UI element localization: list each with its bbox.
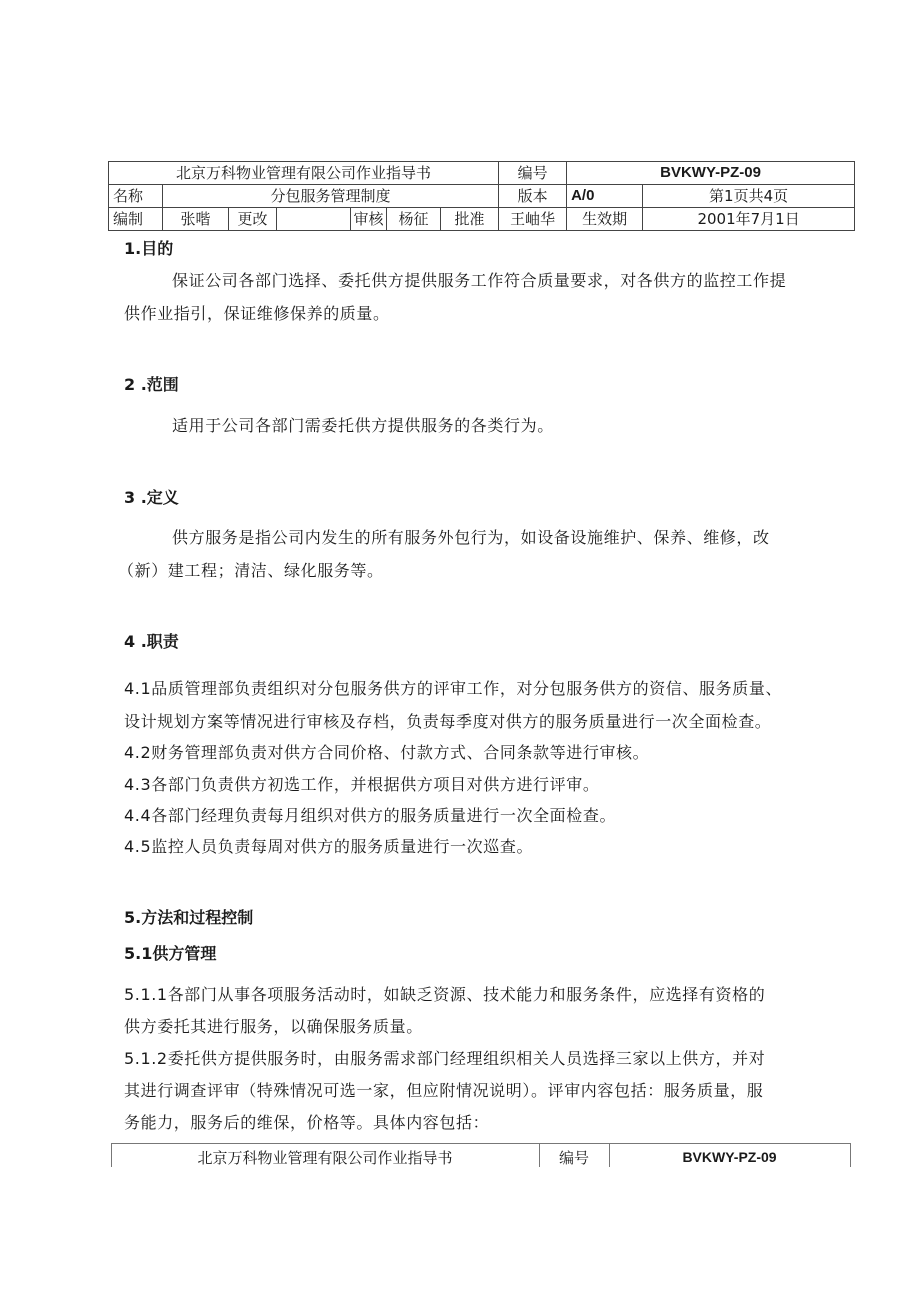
revision-label: 更改 [229, 208, 277, 231]
section-2-line: 适用于公司各部门需委托供方提供服务的各类行为。 [172, 416, 554, 435]
footer-doc-title: 北京万科物业管理有限公司作业指导书 [197, 1149, 453, 1167]
header-row-approval [109, 208, 855, 231]
section-5-line: 5.1.2委托供方提供服务时，由服务需求部门经理组织相关人员选择三家以上供方，并对 [124, 1049, 766, 1068]
section-1-line: 保证公司各部门选择、委托供方提供服务工作符合质量要求，对各供方的监控工作提 [172, 271, 787, 290]
number-label: 编号 [499, 162, 567, 185]
version-label: 版本 [499, 185, 567, 208]
revision-value [277, 208, 351, 231]
section-5-1-heading: 5.1供方管理 [124, 944, 217, 963]
footer-divider [850, 1143, 851, 1167]
section-5-heading: 5.方法和过程控制 [124, 908, 254, 927]
review-label: 审核 [351, 208, 387, 231]
section-4-line: 4.4各部门经理负责每月组织对供方的服务质量进行一次全面检查。 [124, 806, 617, 825]
section-1-line: 供作业指引，保证维修保养的质量。 [124, 304, 390, 323]
section-5-line: 5.1.1各部门从事各项服务活动时，如缺乏资源、技术能力和服务条件，应选择有资格的 [124, 985, 766, 1004]
header-row-title [109, 162, 855, 185]
footer-top-rule [111, 1143, 851, 1144]
name-label: 名称 [109, 185, 163, 208]
number-value: BVKWY-PZ-09 [567, 162, 855, 185]
section-4-line: 4.3各部门负责供方初选工作，并根据供方项目对供方进行评审。 [124, 775, 600, 794]
section-2-heading: 2 .范围 [124, 375, 179, 394]
section-5-line: 务能力，服务后的维保，价格等。具体内容包括： [124, 1113, 490, 1132]
footer-number-value: BVKWY-PZ-09 [682, 1149, 777, 1165]
prepared-value: 张喈 [163, 208, 229, 231]
section-4-line: 4.1品质管理部负责组织对分包服务供方的评审工作，对分包服务供方的资信、服务质量、 [124, 679, 783, 698]
section-4-line: 4.2财务管理部负责对供方合同价格、付款方式、合同条款等进行审核。 [124, 743, 650, 762]
section-4-heading: 4 .职责 [124, 632, 179, 651]
header-row-name [109, 185, 855, 208]
review-value: 杨征 [387, 208, 441, 231]
footer-number-label: 编号 [558, 1149, 589, 1167]
prepared-label: 编制 [109, 208, 163, 231]
section-4-line: 设计规划方案等情况进行审核及存档，负责每季度对供方的服务质量进行一次全面检查。 [124, 712, 772, 731]
version-value: A/0 [567, 185, 643, 208]
section-4-line: 4.5监控人员负责每周对供方的服务质量进行一次巡查。 [124, 837, 534, 856]
section-3-line: 供方服务是指公司内发生的所有服务外包行为，如设备设施维护、保养、维修，改 [172, 528, 770, 547]
name-value: 分包服务管理制度 [163, 185, 499, 208]
section-3-line: （新）建工程；清洁、绿化服务等。 [118, 561, 384, 580]
document-header-table [108, 161, 855, 231]
effective-label: 生效期 [567, 208, 643, 231]
section-5-line: 供方委托其进行服务，以确保服务质量。 [124, 1017, 423, 1036]
page-info: 第1页共4页 [643, 185, 855, 208]
approve-value: 王岫华 [499, 208, 567, 231]
section-5-line: 其进行调查评审（特殊情况可选一家，但应附情况说明）。评审内容包括：服务质量，服 [124, 1081, 764, 1100]
approve-label: 批准 [441, 208, 499, 231]
section-1-heading: 1.目的 [124, 239, 174, 258]
effective-value: 2001年7月1日 [643, 208, 855, 231]
section-3-heading: 3 .定义 [124, 488, 179, 507]
doc-title: 北京万科物业管理有限公司作业指导书 [109, 162, 499, 185]
